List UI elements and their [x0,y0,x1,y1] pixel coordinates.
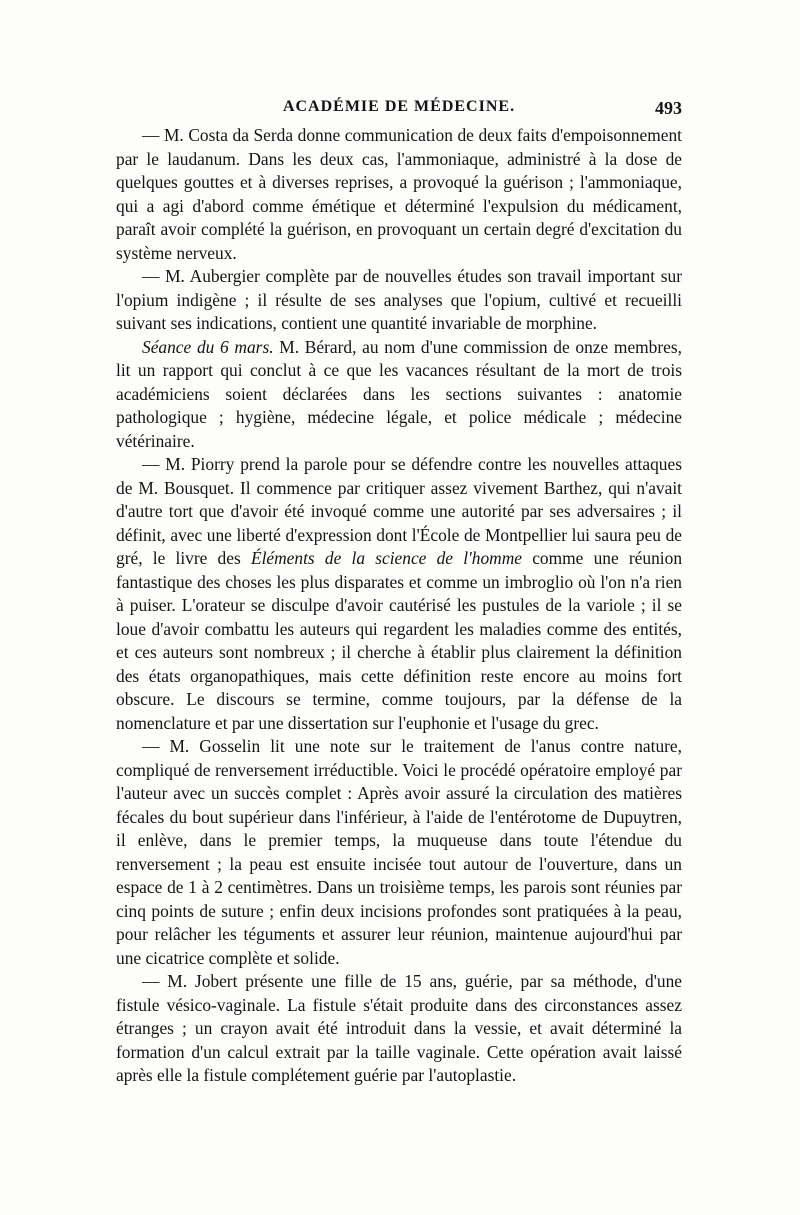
paragraph-costa-da-serda: — M. Costa da Serda donne communication de deux faits d'empoisonnement par le laudanum. Dans les deux cas, l'ammoniaque, administré à la dose de quelques gouttes et à diverses reprises, a provoqué la guérison ; l'ammoniaque, qui a agi d'abord comme émétique et déterminé l'expulsion du médicament, paraît avoir complété la guérison, en provoquant un certain degré d'excitation du système nerveux. [116,125,682,263]
paragraph-gosselin: — M. Gosselin lit une note sur le traitement de l'anus contre nature, compliqué de renversement irréductible. Voici le procédé opératoire employé par l'auteur avec un succès complet : Après avoir assuré la circulation des matières fécales du bout supérieur dans l'inférieur, à l'aide de l'entérotome de Dupuytren, il enlève, dans le premier temps, la muqueuse dans toute l'étendue du renversement ; la peau est ensuite incisée tout autour de l'ouverture, dans un espace de 1 à 2 centimètres. Dans un troisième temps, les parois sont réunies par cinq points de suture ; enfin deux incisions profondes sont pratiquées à la peau, pour relâcher les téguments et assurer leur réunion, maintenue aujourd'hui par une cicatrice complète et solide. [116,736,682,968]
paragraph-piorry-text-before: — M. Piorry prend la parole pour se défendre contre les nouvelles attaques de M. Bousquet. Il commence par critiquer assez vivement Barthez, qui n'avait d'autre tort que d'avoir été invoqué comme une autorité par ses adversaires ; il définit, avec une liberté d'expression dont l'École de Montpellier lui saura peu de gré, le livre des [116,454,682,568]
page-number: 493 [655,98,682,118]
page-header [116,98,682,122]
paragraph-seance-6-mars [116,336,682,454]
book-title: Éléments de la science de l'homme [250,548,522,568]
running-head: ACADÉMIE DE MÉDECINE. [282,98,516,115]
paragraph-piorry [116,453,682,735]
session-date-label: Séance du 6 mars. [142,336,274,357]
paragraph-aubergier: — M. Aubergier complète par de nouvelles études son travail important sur l'opium indigène ; il résulte de ses analyses que l'opium, cultivé et recueilli suivant ses indications, contient une quantité invariable de morphine. [116,266,682,333]
body-text [116,124,682,1088]
paragraph-piorry-text-after: comme une réunion fantastique des choses les plus disparates et comme un imbroglio où l'on n'a rien à puiser. L'orateur se disculpe d'avoir cautérisé les pustules de la variole ; il se loue d'avoir combattu les auteurs qui regardent les maladies comme des entités, et ces auteurs sont nombreux ; il cherche à établir plus clairement la définition des états organopathiques, mais cette définition reste encore au moins fort obscure. Le discours se termine, comme toujours, par la défense de la nomenclature et par une dissertation sur l'euphonie et l'usage du grec. [116,548,683,733]
paragraph-jobert: — M. Jobert présente une fille de 15 ans, guérie, par sa méthode, d'une fistule vésico-vaginale. La fistule s'était produite dans des circonstances assez étranges ; un crayon avait été introduit dans la vessie, et avait déterminé la formation d'un calcul extrait par la taille vaginale. Cette opération avait laissé après elle la fistule complétement guérie par l'autoplastie. [116,971,682,1085]
paragraph-berard-text: M. Bérard, au nom d'une commission de onze membres, lit un rapport qui conclut à ce que les vacances résultant de la mort de trois académiciens soient déclarées dans les sections suivantes : anatomie pathologique ; hygiène, médecine légale, et police médicale ; médecine vétérinaire. [116,336,683,451]
